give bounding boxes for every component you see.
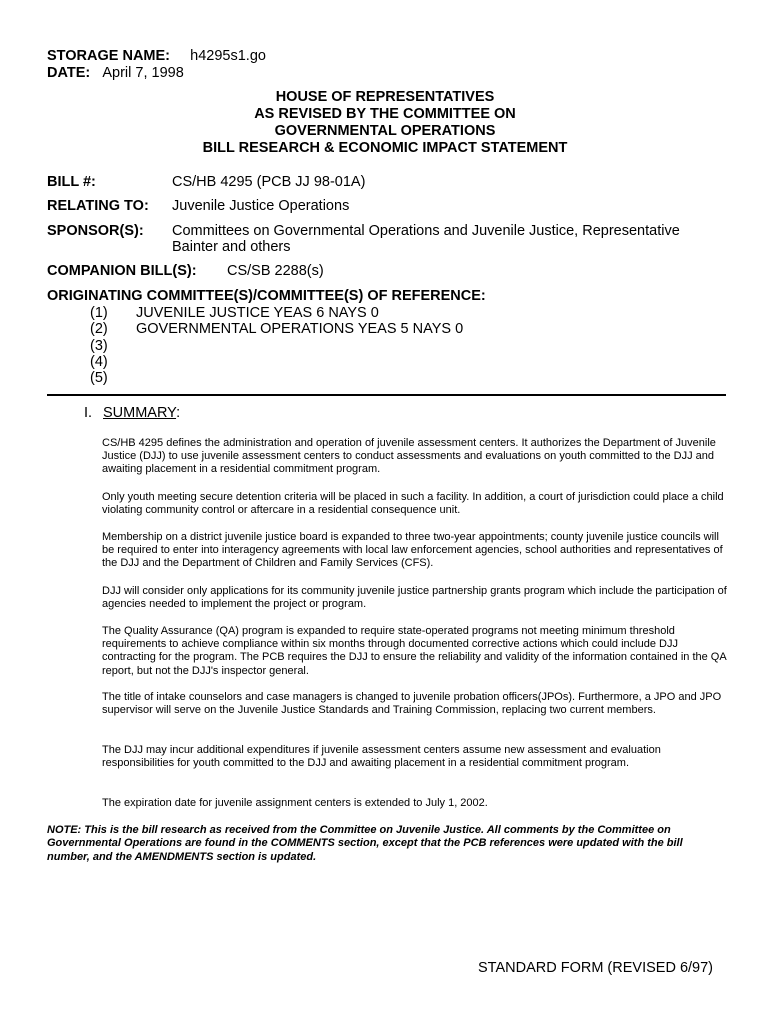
summary-paragraph-8: The expiration date for juvenile assignment centers is extended to July 1, 2002.: [102, 797, 488, 809]
bill-number-label: BILL #:: [47, 174, 96, 190]
committee-item-2: GOVERNMENTAL OPERATIONS YEAS 5 NAYS 0: [136, 321, 464, 337]
date-line: DATE: April 7, 1998: [47, 65, 184, 81]
title-line-1: HOUSE OF REPRESENTATIVES: [275, 89, 495, 105]
summary-paragraph-2: Only youth meeting secure detention criteria will be placed in such a facility. In addition, a court of jurisdiction could place a child violating community control or aftercare in a residential consequence unit.: [102, 491, 724, 517]
storage-name-value: h4295s1.go: [190, 48, 266, 64]
summary-paragraph-6: The title of intake counselors and case managers is changed to juvenile probation officers(JPOs). Furthermore, a JPO and JPO supervisor will serve on the Juvenile Justice Standards and Training Commission, replacing two current members.: [102, 691, 722, 717]
summary-heading: SUMMARY:: [103, 405, 181, 421]
companion-bill-value: CS/SB 2288(s): [227, 263, 324, 279]
storage-name-line: STORAGE NAME: h4295s1.go: [47, 48, 266, 64]
companion-bill-label: COMPANION BILL(S):: [47, 263, 197, 279]
note-paragraph: NOTE: This is the bill research as received from the Committee on Juvenile Justice. All comments by the Committee on Governmental Operations are found in the COMMENTS section, except that the PCB references were updated with the bill number, and the AMENDMENTS section is updated.: [47, 824, 683, 863]
relating-to-label: RELATING TO:: [47, 198, 149, 214]
summary-paragraph-3: Membership on a district juvenile justice board is expanded to three two-year appointments; county juvenile justice councils will be required to enter into interagency agreements with local law enforcement agencies, school authorities and representatives of the DJJ and the Department of Children and Family Services (CFS).: [102, 531, 723, 570]
bill-number-value: CS/HB 4295 (PCB JJ 98-01A): [172, 174, 366, 190]
sponsor-value-line-2: Bainter and others: [172, 239, 291, 255]
summary-numeral: I.: [84, 405, 93, 421]
summary-paragraph-1: CS/HB 4295 defines the administration and operation of juvenile assessment centers. It authorizes the Department of Juvenile Justice (DJJ) to use juvenile assessment centers to conduct assessments and evaluations on youth committed to the DJJ and awaiting placement in a residential commitment program.: [102, 437, 716, 476]
title-line-3: GOVERNMENTAL OPERATIONS: [274, 123, 496, 139]
committee-num-3: (3): [90, 338, 108, 354]
title-line-4: BILL RESEARCH & ECONOMIC IMPACT STATEMENT: [202, 140, 568, 156]
summary-paragraph-7: The DJJ may incur additional expenditures if juvenile assessment centers assume new assessment and evaluation responsibilities for youth committed to the DJJ and awaiting placement in a residential commitment program.: [102, 744, 661, 770]
summary-paragraph-4: DJJ will consider only applications for its community juvenile justice partnership grants program which include the participation of agencies needed to implement the project or program.: [102, 585, 727, 611]
summary-paragraph-5: The Quality Assurance (QA) program is expanded to require state-operated programs not meeting minimum threshold requirements to achieve compliance within six months through documented corrective actions which could include DJJ contracting for the program. The PCB requires the DJJ to ensure the reliability and validity of the information contained in the QA report, but not the DJJ's inspector general.: [102, 625, 727, 677]
storage-name-label: STORAGE NAME: [47, 48, 166, 64]
committee-num-5: (5): [90, 370, 108, 386]
date-label: DATE: [47, 65, 86, 81]
sponsor-value-line-1: Committees on Governmental Operations and Juvenile Justice, Representative: [172, 223, 680, 239]
sponsor-label: SPONSOR(S):: [47, 223, 144, 239]
committee-num-4: (4): [90, 354, 108, 370]
section-divider: [47, 394, 726, 396]
committees-heading: ORIGINATING COMMITTEE(S)/COMMITTEE(S) OF REFERENCE:: [47, 288, 486, 304]
date-value: April 7, 1998: [102, 65, 184, 81]
footer-form-label: STANDARD FORM (REVISED 6/97): [478, 960, 713, 976]
relating-to-value: Juvenile Justice Operations: [172, 198, 350, 214]
title-line-2: AS REVISED BY THE COMMITTEE ON: [254, 106, 516, 122]
committee-num-2: (2): [90, 321, 108, 337]
committee-num-1: (1): [90, 305, 108, 321]
committee-item-1: JUVENILE JUSTICE YEAS 6 NAYS 0: [136, 305, 379, 321]
